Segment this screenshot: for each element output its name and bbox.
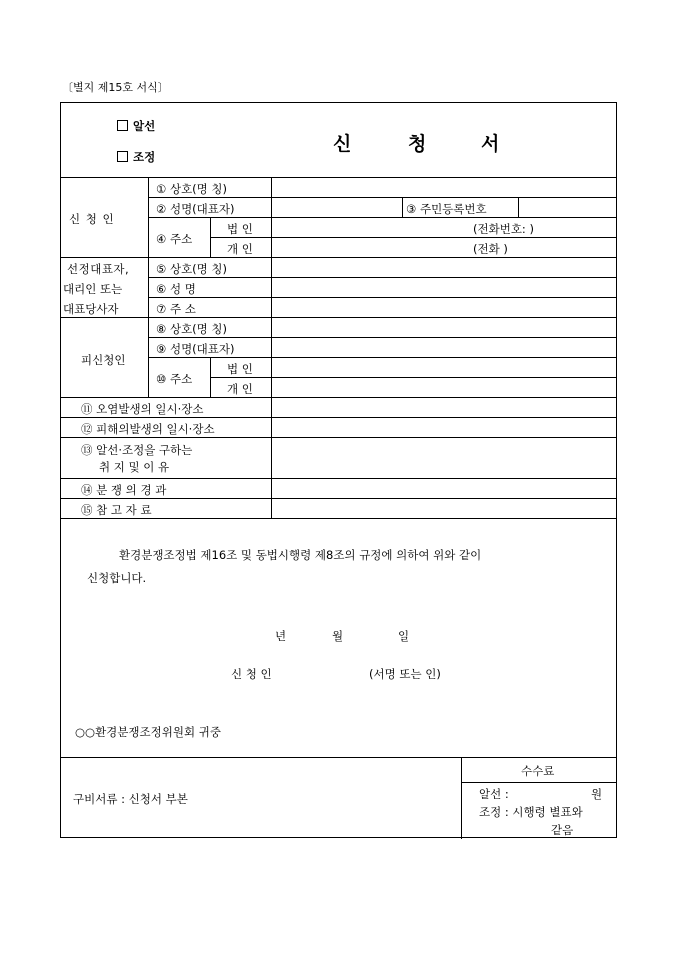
fee-mediation-unit: 원 <box>591 787 603 801</box>
form-caption: 〔별지 제15호 서식〕 <box>62 81 169 94</box>
applicant-indiv-label: 개 인 <box>227 242 253 256</box>
adjustment-checkbox[interactable] <box>117 151 128 162</box>
damage-date-place-label: ⑫ 피해의발생의 일시·장소 <box>81 422 215 436</box>
respondent-address-label: ⑩ 주소 <box>156 372 193 386</box>
title-char-1: 신 <box>333 133 352 155</box>
applicant-name-label: ② 성명(대표자) <box>156 202 235 216</box>
title-char-3: 서 <box>481 133 500 155</box>
option-mediation[interactable]: 알선 <box>117 118 155 134</box>
option-adjustment[interactable]: 조정 <box>117 149 155 165</box>
reference-materials-label: ⑮ 참 고 자 료 <box>81 503 152 517</box>
applicant-corp-label: 법 인 <box>227 222 253 236</box>
date-year: 년 <box>275 629 287 643</box>
fee-adjustment-2: 같음 <box>551 823 574 837</box>
respondent-corp-label: 법 인 <box>227 362 253 376</box>
statement-line-2: 신청합니다. <box>87 571 147 585</box>
title-char-2: 청 <box>408 133 427 155</box>
rep-company-label: ⑤ 상호(명 칭) <box>156 262 228 276</box>
rep-label-3: 대표당사자 <box>63 302 119 316</box>
rep-label-1: 선정대표자, <box>67 262 130 276</box>
pollution-date-place-label: ⑪ 오염발생의 일시·장소 <box>81 402 204 416</box>
applicant-label: 신 청 인 <box>69 212 115 226</box>
addressee: ○○환경분쟁조정위원회 귀중 <box>75 725 221 739</box>
applicant-company-label: ① 상호(명 칭) <box>156 182 228 196</box>
rep-address-label: ⑦ 주 소 <box>156 302 196 316</box>
signature-seal: (서명 또는 인) <box>369 667 441 681</box>
respondent-company-label: ⑧ 상호(명 칭) <box>156 322 228 336</box>
mediation-checkbox[interactable] <box>117 120 128 131</box>
respondent-name-label: ⑨ 성명(대표자) <box>156 342 235 356</box>
applicant-address-label: ④ 주소 <box>156 232 193 246</box>
respondent-label: 피신청인 <box>81 353 126 367</box>
date-month: 월 <box>332 629 344 643</box>
rep-name-label: ⑥ 성 명 <box>156 282 196 296</box>
fee-title: 수수료 <box>521 764 555 778</box>
purpose-reason-label-1: ⑬ 알선·조정을 구하는 <box>81 443 193 457</box>
dispute-history-label: ⑭ 분 쟁 의 경 과 <box>81 483 167 497</box>
fee-adjustment-1: 조정 : 시행령 별표와 <box>479 805 583 819</box>
application-form <box>60 102 617 838</box>
applicant-phone-indiv: (전화 ) <box>473 242 508 256</box>
signature-label: 신 청 인 <box>231 667 272 681</box>
applicant-phone-corp: (전화번호: ) <box>473 222 534 236</box>
applicant-id-label: ③ 주민등록번호 <box>406 202 487 216</box>
rep-label-2: 대리인 또는 <box>63 282 123 296</box>
fee-mediation-label: 알선 : <box>479 787 509 801</box>
required-documents: 구비서류 : 신청서 부본 <box>73 792 188 806</box>
statement-line-1: 환경분쟁조정법 제16조 및 동법시행령 제8조의 규정에 의하여 위와 같이 <box>119 548 482 562</box>
purpose-reason-label-2: 취 지 및 이 유 <box>99 460 170 474</box>
date-day: 일 <box>398 629 410 643</box>
respondent-indiv-label: 개 인 <box>227 382 253 396</box>
